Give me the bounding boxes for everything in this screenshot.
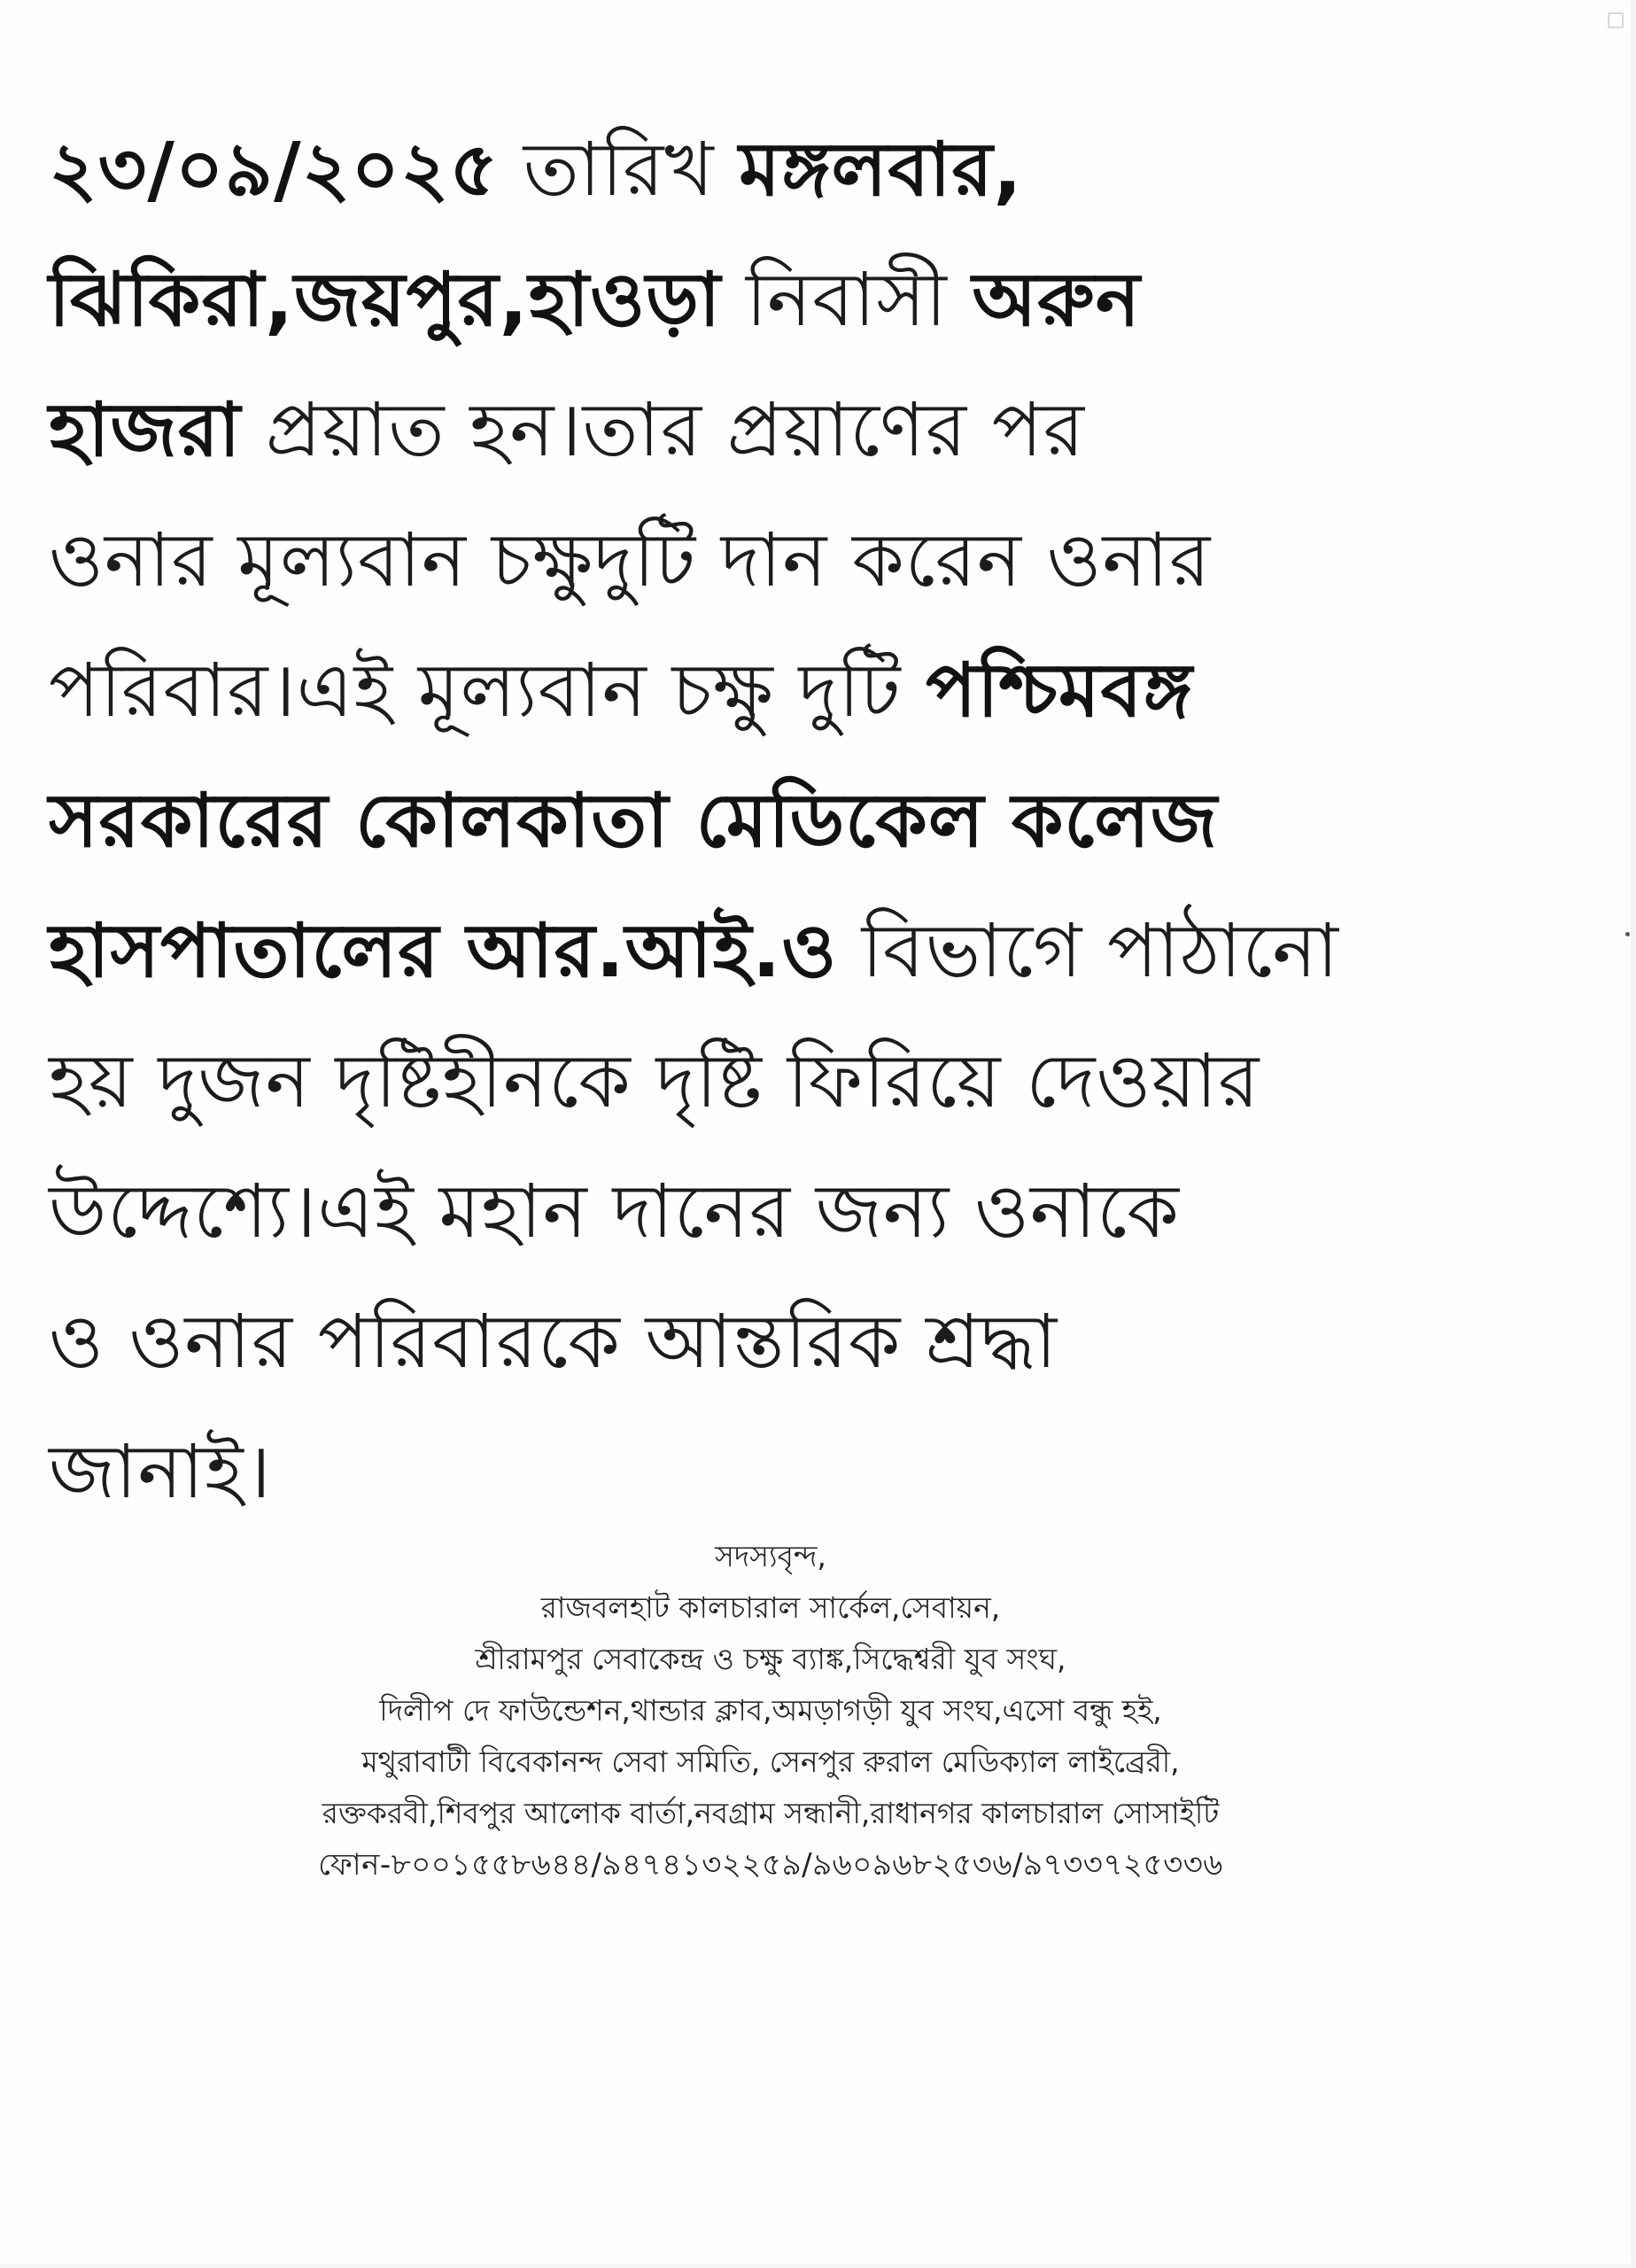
notice-day: মঙ্গলবার, [739, 126, 1023, 213]
signature-heading: সদস্যবৃন্দ, [715, 1539, 826, 1573]
signature-line-5: রক্তকরবী,শিবপুর আলোক বার্তা,নবগ্রাম সন্ধানী,রাধানগর কালচারাল সোসাইটি [322, 1796, 1220, 1830]
scan-corner-mark [1608, 12, 1624, 28]
notice-line-1 [49, 105, 1581, 235]
notice-state: পশ্চিমবঙ্গ [926, 647, 1193, 734]
notice-line-7 [49, 886, 1581, 1016]
notice-line-2 [49, 235, 1581, 365]
signature-line-4: মথুরাবাটী বিবেকানন্দ সেবা সমিতি, সেনপুর রুরাল মেডিক্যাল লাইব্রেরী, [361, 1744, 1180, 1779]
notice-resident-word: নিবাসী [721, 256, 973, 343]
notice-line-3 [49, 365, 1581, 495]
notice-place: ঝিকিরা,জয়পুর,হাওড়া [49, 256, 722, 343]
ink-speck [1625, 932, 1630, 936]
notice-date: ২৩/০৯/২০২৫ [49, 126, 500, 213]
notice-line-9: উদ্দেশ্যে।এই মহান দানের জন্য ওনাকে [49, 1168, 1180, 1254]
notice-line-8: হয় দুজন দৃষ্টিহীনকে দৃষ্টি ফিরিয়ে দেওয়ার [49, 1037, 1260, 1124]
eye-donation-notice [49, 105, 1581, 1537]
signature-line-2: শ্রীরামপুর সেবাকেন্দ্র ও চক্ষু ব্যাঙ্ক,সিদ্ধেশ্বরী যুব সংঘ, [475, 1642, 1066, 1676]
notice-date-word: তারিখ [499, 126, 740, 213]
notice-line-6: সরকারের কোলকাতা মেডিকেল কলেজ [49, 777, 1218, 864]
signature-line-1: রাজবলহাট কালচারাল সার্কেল,সেবায়ন, [540, 1590, 1001, 1625]
notice-line-5-text: পরিবার।এই মূল্যবান চক্ষু দুটি [49, 647, 927, 734]
notice-line-11: জানাই। [49, 1428, 272, 1515]
notice-hospital-department: হাসপাতালের আর.আই.ও [49, 907, 838, 994]
signature-block [142, 1531, 1400, 1891]
contact-phone-numbers: ফোন-৮০০১৫৫৮৬৪৪/৯৪৭৪১৩২২৫৯/৯৬০৯৬৮২৫৩৬/৯৭৩৩৭২৫৩৩৬ [318, 1847, 1223, 1883]
notice-line-5 [49, 625, 1581, 756]
notice-line-4: ওনার মূল্যবান চক্ষুদুটি দান করেন ওনার [49, 517, 1212, 603]
notice-donor-first-name: অরুন [972, 256, 1141, 343]
notice-line-10: ও ওনার পরিবারকে আন্তরিক শ্রদ্ধা [49, 1298, 1058, 1385]
notice-line-3-text: প্রয়াত হন।তার প্রয়াণের পর [241, 386, 1086, 473]
notice-donor-last-name: হাজরা [49, 386, 242, 473]
notice-line-7-text: বিভাগে পাঠানো [837, 907, 1339, 994]
signature-line-3: দিলীপ দে ফাউন্ডেশন,থান্ডার ক্লাব,অমড়াগড়ী যুব সংঘ,এসো বন্ধু হই, [379, 1693, 1162, 1728]
